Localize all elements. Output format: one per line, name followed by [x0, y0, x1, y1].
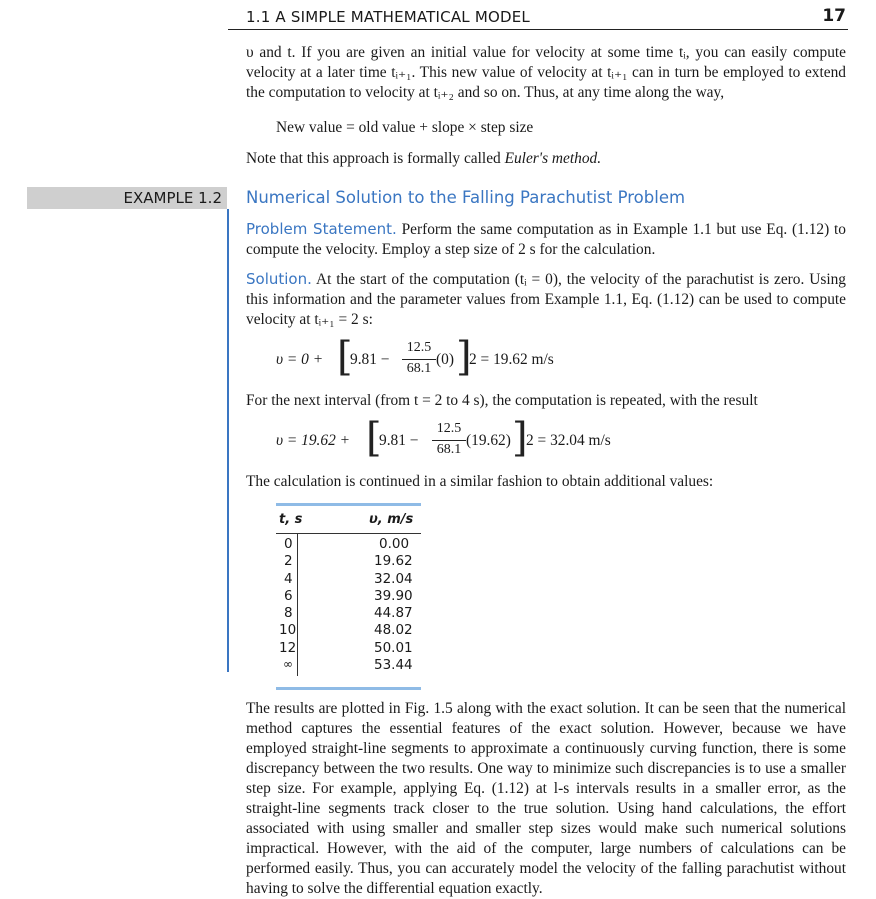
table-cell-v: 32.04 [374, 571, 413, 587]
eq2-denominator: 68.1 [436, 442, 462, 457]
table-bottom-rule [276, 687, 421, 690]
eq2-right-bracket: ] [512, 415, 528, 461]
table-cell-v: 53.44 [374, 657, 413, 673]
next-interval-text: For the next interval (from t = 2 to 4 s), the computation is repeated, with the result [246, 392, 758, 409]
table-cell-v: 48.02 [374, 622, 413, 638]
euler-note [246, 149, 846, 169]
table-header-velocity: υ, m/s [369, 512, 414, 527]
table-cell-v: 0.00 [379, 536, 410, 552]
problem-statement [246, 219, 846, 260]
example-title: Numerical Solution to the Falling Parachutist Problem [246, 188, 686, 207]
example-side-bar [227, 209, 229, 672]
eq1-denominator: 68.1 [406, 361, 432, 376]
eq2-inner-right: (19.62) [466, 432, 511, 449]
euler-note-prefix: Note that this approach is formally called [246, 150, 505, 167]
euler-equation: New value = old value + slope × step size [276, 119, 534, 136]
eq1-numerator: 12.5 [406, 340, 432, 355]
solution-text: At the start of the computation (tᵢ = 0), the velocity of the parachutist is zero. Using this information and the parameter values from Example 1.1, Eq. (1.12) can be used to compute velocity at tᵢ₊₁ = 2 s: [246, 271, 846, 328]
table-header-time: t, s [279, 512, 303, 527]
table-cell-t: 2 [284, 553, 293, 569]
eq1-inner-left: 9.81 − [350, 351, 390, 368]
table-cell-v: 50.01 [374, 640, 413, 656]
intro-paragraph: υ and t. If you are given an initial value for velocity at some time tᵢ, you can easily compute velocity at a later time tᵢ₊₁. This new value of velocity at tᵢ₊₁ can in turn be employed to extend the computation to velocity at tᵢ₊₂ and so on. Thus, at any time along the way, [246, 44, 846, 101]
eq1-left-bracket: [ [337, 334, 353, 380]
table-cell-t: ∞ [283, 657, 293, 671]
table-cell-v: 19.62 [374, 553, 413, 569]
example-label-box [27, 187, 227, 209]
problem-text: Perform the same computation as in Example 1.1 but use Eq. (1.12) to compute the velocity. Employ a step size of 2 s for the calculation. [246, 221, 846, 258]
problem-label: Problem Statement. [246, 220, 397, 238]
table-cell-t: 6 [284, 588, 293, 604]
eq2-inner-left: 9.81 − [379, 432, 419, 449]
table-cell-t: 8 [284, 605, 293, 621]
continued-text: The calculation is continued in a similar fashion to obtain additional values: [246, 473, 714, 490]
eq1-tail: 2 = 19.62 m/s [469, 351, 554, 368]
table-cell-t: 4 [284, 571, 293, 587]
page-number: 17 [822, 6, 846, 26]
table-top-rule [276, 503, 421, 506]
results-paragraph: The results are plotted in Fig. 1.5 along with the exact solution. It can be seen that the numerical method captures the essential features of the exact solution. However, because we have employed straight-line segments to approximate a continuously curving function, there is some discrepancy between the two results. One way to minimize such discrepancies is to use a smaller step size. For example, applying Eq. (1.12) at l-s intervals results in a smaller error, as the straight-line segments track closer to the true solution. Using hand calculations, the effort associated with using smaller and smaller step sizes would make such numerical solutions impractical. However, with the aid of the computer, large numbers of calculations can be performed easily. Thus, you can accurately model the velocity of the falling parachutist without having to solve the differential equation exactly. [246, 700, 846, 897]
solution-label: Solution. [246, 270, 312, 288]
eq2-numerator: 12.5 [436, 421, 462, 436]
eq2-left-bracket: [ [366, 415, 382, 461]
euler-method-term: Euler's method. [504, 150, 602, 167]
table-cell-v: 39.90 [374, 588, 413, 604]
example-label: EXAMPLE 1.2 [123, 189, 222, 207]
table-cell-t: 10 [279, 622, 297, 638]
running-title: 1.1 A SIMPLE MATHEMATICAL MODEL [246, 8, 530, 26]
header-rule [228, 29, 848, 30]
eq2-fraction-line [432, 440, 466, 441]
table-column-rule [297, 534, 298, 676]
eq1-right-bracket: ] [456, 334, 472, 380]
eq2-lhs: υ = 19.62 + [276, 432, 351, 449]
table-cell-t: 12 [279, 640, 297, 656]
solution-paragraph [246, 269, 846, 330]
eq1-fraction-line [402, 359, 436, 360]
eq1-inner-right: (0) [436, 351, 454, 368]
eq1-lhs: υ = 0 + [276, 351, 324, 368]
table-cell-v: 44.87 [374, 605, 413, 621]
eq2-tail: 2 = 32.04 m/s [526, 432, 611, 449]
table-cell-t: 0 [284, 536, 293, 552]
